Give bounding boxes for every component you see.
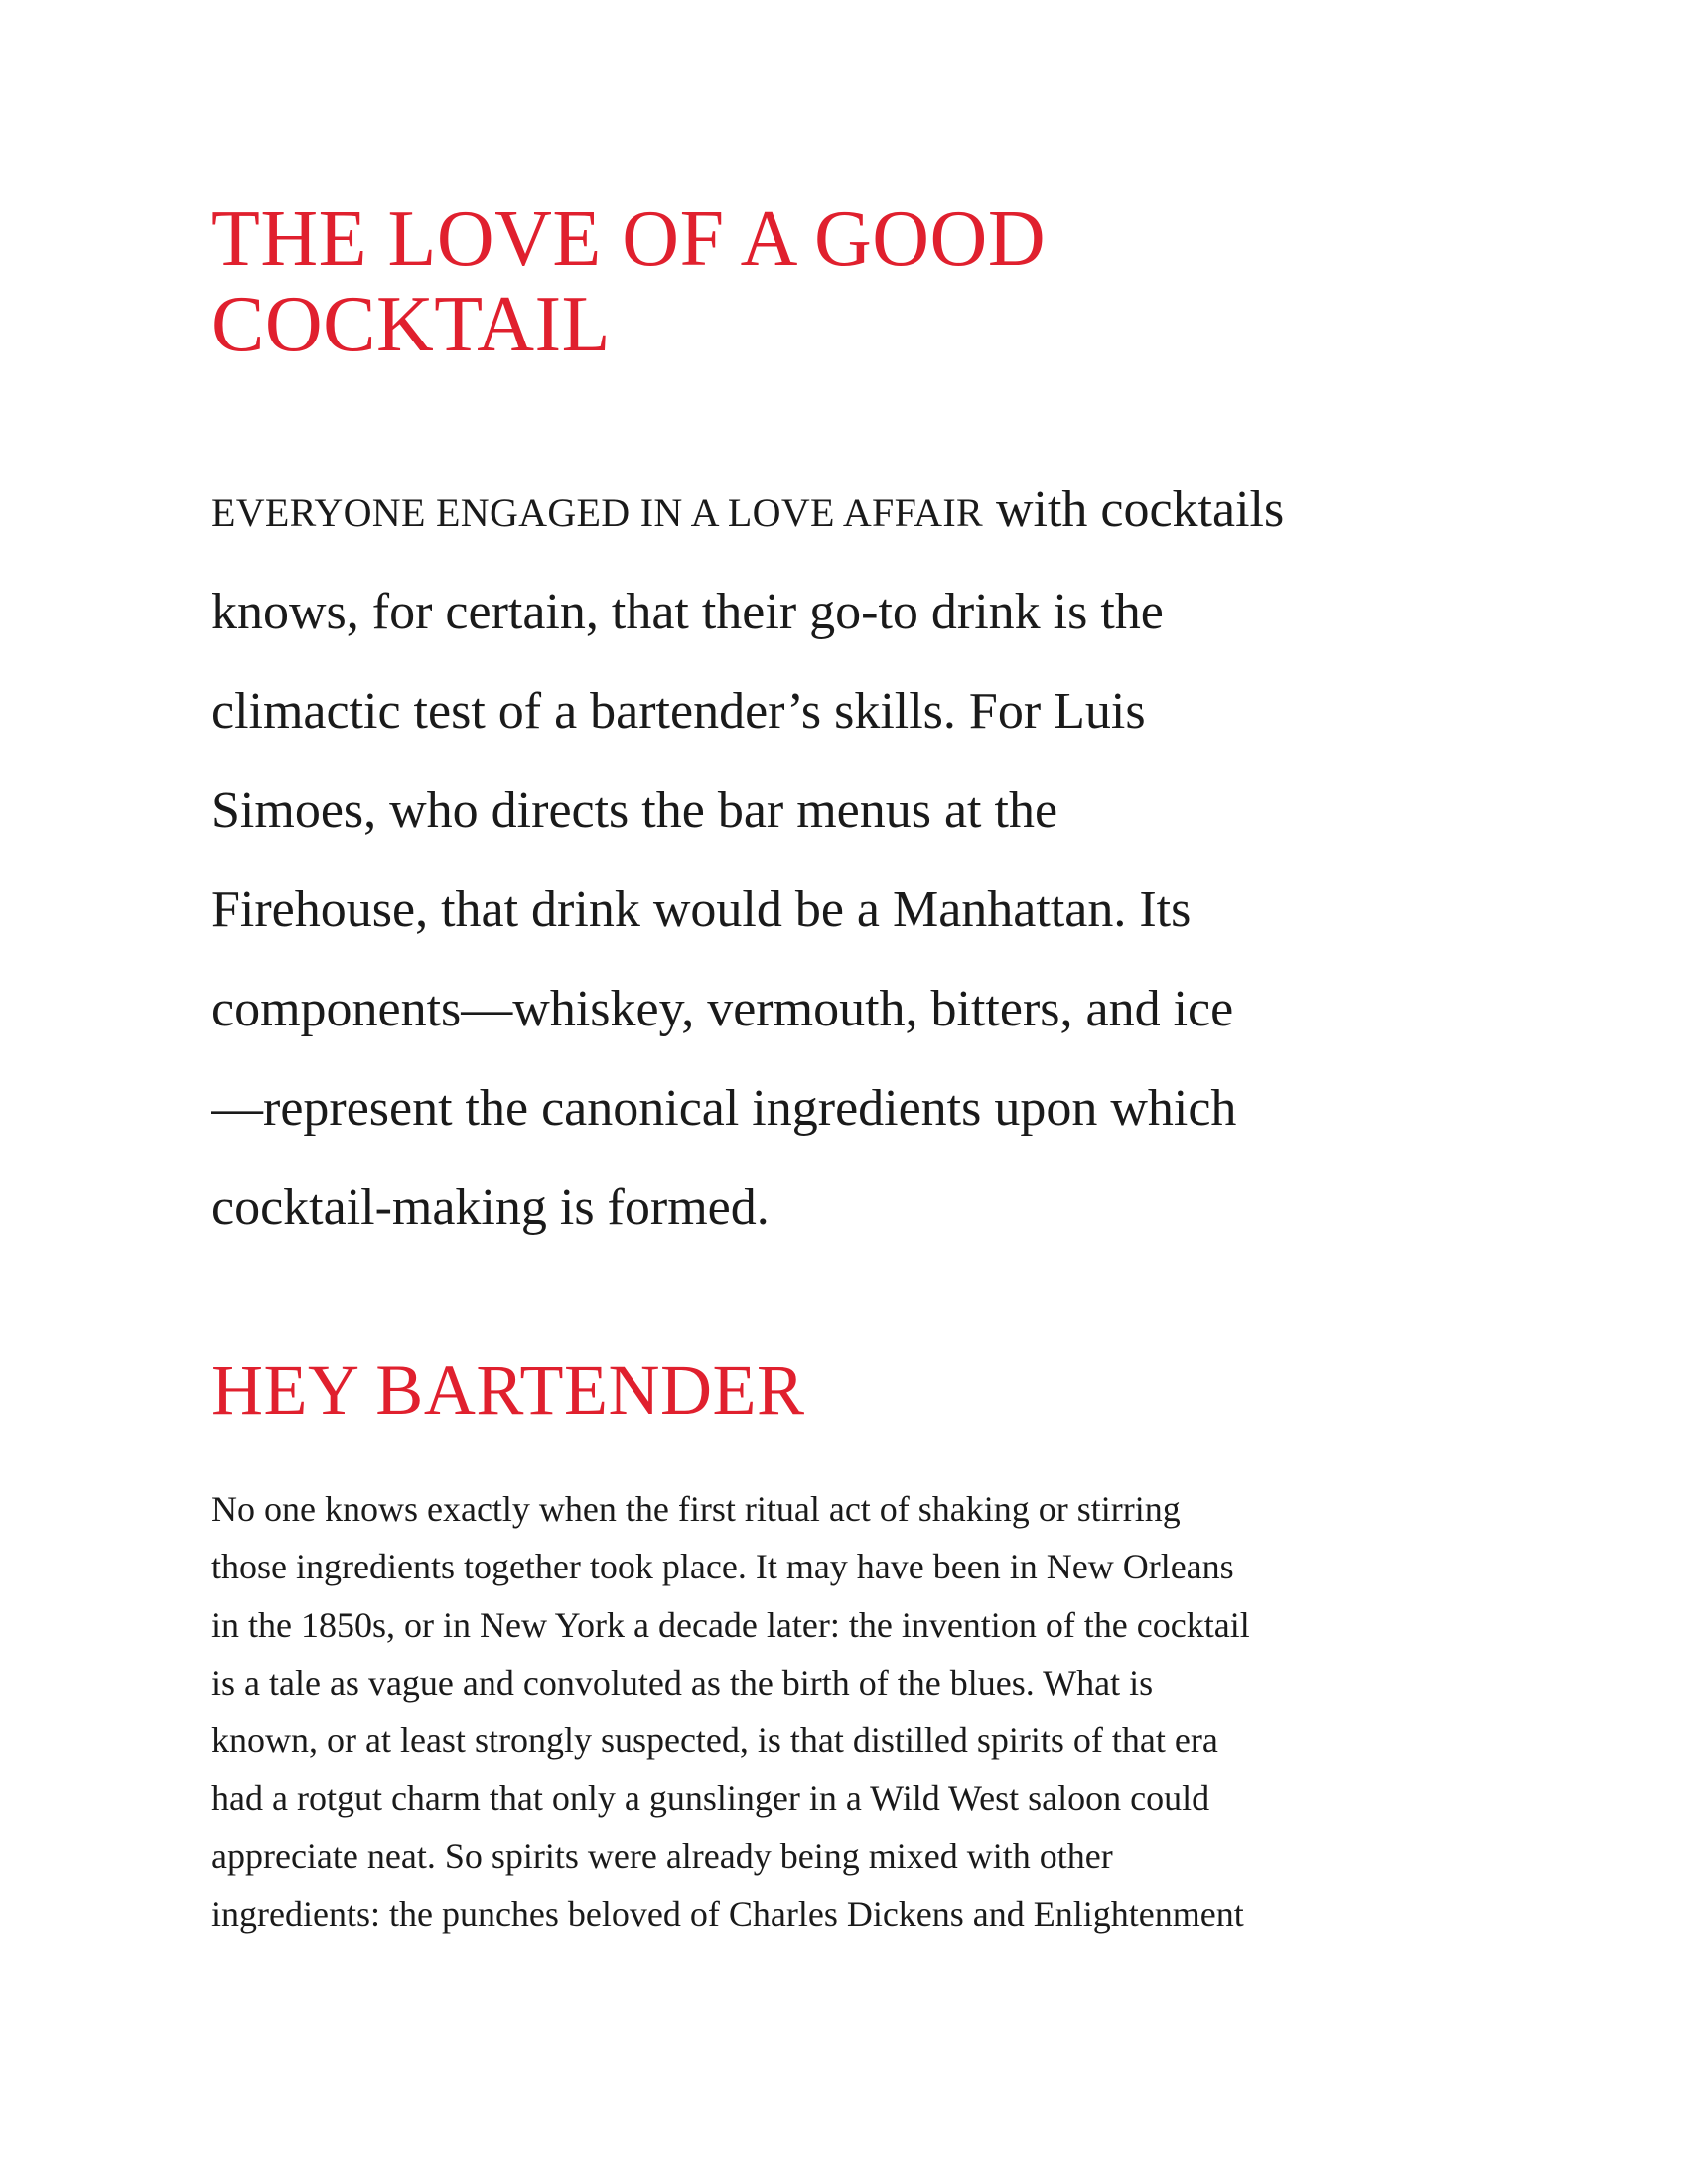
body-line: had a rotgut charm that only a gunslinger in a Wild West saloon could [211, 1778, 1210, 1819]
intro-line: climactic test of a bartender’s skills. For Luis [211, 683, 1146, 740]
article-title: THE LOVE OF A GOOD COCKTAIL [211, 196, 1047, 368]
intro-line [211, 461, 1502, 563]
body-line: No one knows exactly when the first ritual act of shaking or stirring [211, 1489, 1181, 1529]
section-heading: HEY BARTENDER [211, 1350, 805, 1430]
body-line: those ingredients together took place. It may have been in New Orleans [211, 1547, 1234, 1587]
body-line: appreciate neat. So spirits were already being mixed with other [211, 1836, 1113, 1876]
intro-line: components—whiskey, vermouth, bitters, and ice [211, 981, 1234, 1037]
intro-line: —represent the canonical ingredients upon which [211, 1080, 1237, 1137]
body-line: in the 1850s, or in New York a decade later: the invention of the cocktail [211, 1604, 1250, 1645]
intro-line: Firehouse, that drink would be a Manhattan. Its [211, 882, 1192, 938]
intro-paragraph [211, 461, 1502, 1258]
intro-line: cocktail-making is formed. [211, 1179, 770, 1236]
body-line: known, or at least strongly suspected, is that distilled spirits of that era [211, 1720, 1218, 1761]
body-paragraph [211, 1480, 1502, 1943]
intro-line-text: with cocktails [982, 481, 1285, 538]
body-line: ingredients: the punches beloved of Charles Dickens and Enlightenment [211, 1894, 1244, 1935]
intro-line: Simoes, who directs the bar menus at the [211, 782, 1058, 839]
intro-lead-in: EVERYONE ENGAGED IN A LOVE AFFAIR [211, 490, 983, 535]
intro-line: knows, for certain, that their go-to drink is the [211, 584, 1164, 640]
body-line: is a tale as vague and convoluted as the birth of the blues. What is [211, 1662, 1154, 1703]
